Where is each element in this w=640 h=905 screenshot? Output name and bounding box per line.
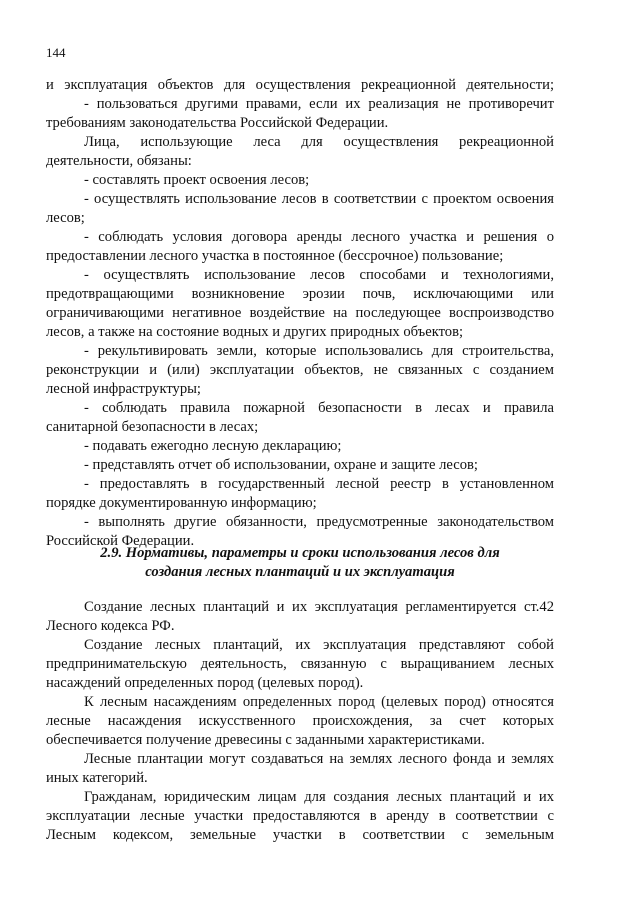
text-line: Лесного кодекса РФ.: [46, 618, 175, 634]
text-line: Создание лесных плантаций, их эксплуатация представляют собой: [84, 637, 554, 653]
text-line: санитарной безопасности в лесах;: [46, 419, 259, 435]
text-line: предотвращающими возникновение эрозии почв, исключающими или: [46, 286, 554, 302]
section-heading-line-1: 2.9. Нормативы, параметры и сроки использования лесов для: [100, 545, 500, 561]
text-line: лесов, а также на состояние водных и других природных объектов;: [46, 324, 464, 340]
text-line: - осуществлять использование лесов в соответствии с проектом освоения: [84, 191, 554, 207]
text-line: - осуществлять использование лесов способами и технологиями,: [84, 267, 554, 283]
text-line: Лица, использующие леса для осуществления рекреационной: [84, 134, 554, 150]
text-line: лесной инфраструктуры;: [46, 381, 201, 397]
text-line: - составлять проект освоения лесов;: [84, 172, 310, 188]
text-line: деятельности, обязаны:: [46, 153, 192, 169]
text-line: и эксплуатация объектов для осуществления рекреационной деятельности;: [46, 77, 554, 93]
text-line: порядке документированную информацию;: [46, 495, 317, 511]
text-line: иных категорий.: [46, 770, 148, 786]
page-number: 144: [46, 45, 66, 60]
text-line: реконструкции и (или) эксплуатации объектов, не связанных с созданием: [46, 362, 554, 378]
text-line: - подавать ежегодно лесную декларацию;: [84, 438, 342, 454]
section-heading-line-2: создания лесных плантаций и их эксплуатация: [145, 564, 455, 580]
text-line: Гражданам, юридическим лицам для создания лесных плантаций и их: [84, 789, 554, 805]
text-line: - пользоваться другими правами, если их реализация не противоречит: [84, 96, 554, 112]
text-line: обеспечивается получение древесины с заданными характеристиками.: [46, 732, 485, 748]
text-line: К лесным насаждениям определенных пород (целевых пород) относятся: [84, 694, 554, 710]
text-line: - рекультивировать земли, которые использовались для строительства,: [84, 343, 554, 359]
text-line: требованиям законодательства Российской Федерации.: [46, 115, 389, 131]
text-line: ограничивающими негативное воздействие на последующее воспроизводство: [46, 305, 554, 321]
text-line: лесные насаждения искусственного происхождения, за счет которых: [46, 713, 554, 729]
section-heading: [46, 544, 554, 582]
text-line: эксплуатации лесные участки предоставляются в аренду в соответствии с: [46, 808, 554, 824]
text-line: насаждений определенных пород (целевых пород).: [46, 675, 364, 691]
text-line: - выполнять другие обязанности, предусмотренные законодательством: [84, 514, 554, 530]
text-line: Создание лесных плантаций и их эксплуатация регламентируется ст.42: [84, 599, 554, 615]
text-line: - соблюдать условия договора аренды лесного участка и решения о: [84, 229, 554, 245]
text-line: - представлять отчет об использовании, охране и защите лесов;: [84, 457, 478, 473]
text-line: лесов;: [46, 210, 85, 226]
text-line: - соблюдать правила пожарной безопасности в лесах и правила: [84, 400, 554, 416]
text-line: Российской Федерации.: [46, 533, 195, 549]
text-line: предпринимательскую деятельность, связанную с выращиванием лесных: [46, 656, 554, 672]
text-line: - предоставлять в государственный лесной реестр в установленном: [84, 476, 554, 492]
text-line: Лесные плантации могут создаваться на землях лесного фонда и землях: [84, 751, 554, 767]
text-line: предоставлении лесного участка в постоянное (бессрочное) пользование;: [46, 248, 504, 264]
text-line: Лесным кодексом, земельные участки в соответствии с земельным: [46, 827, 554, 843]
